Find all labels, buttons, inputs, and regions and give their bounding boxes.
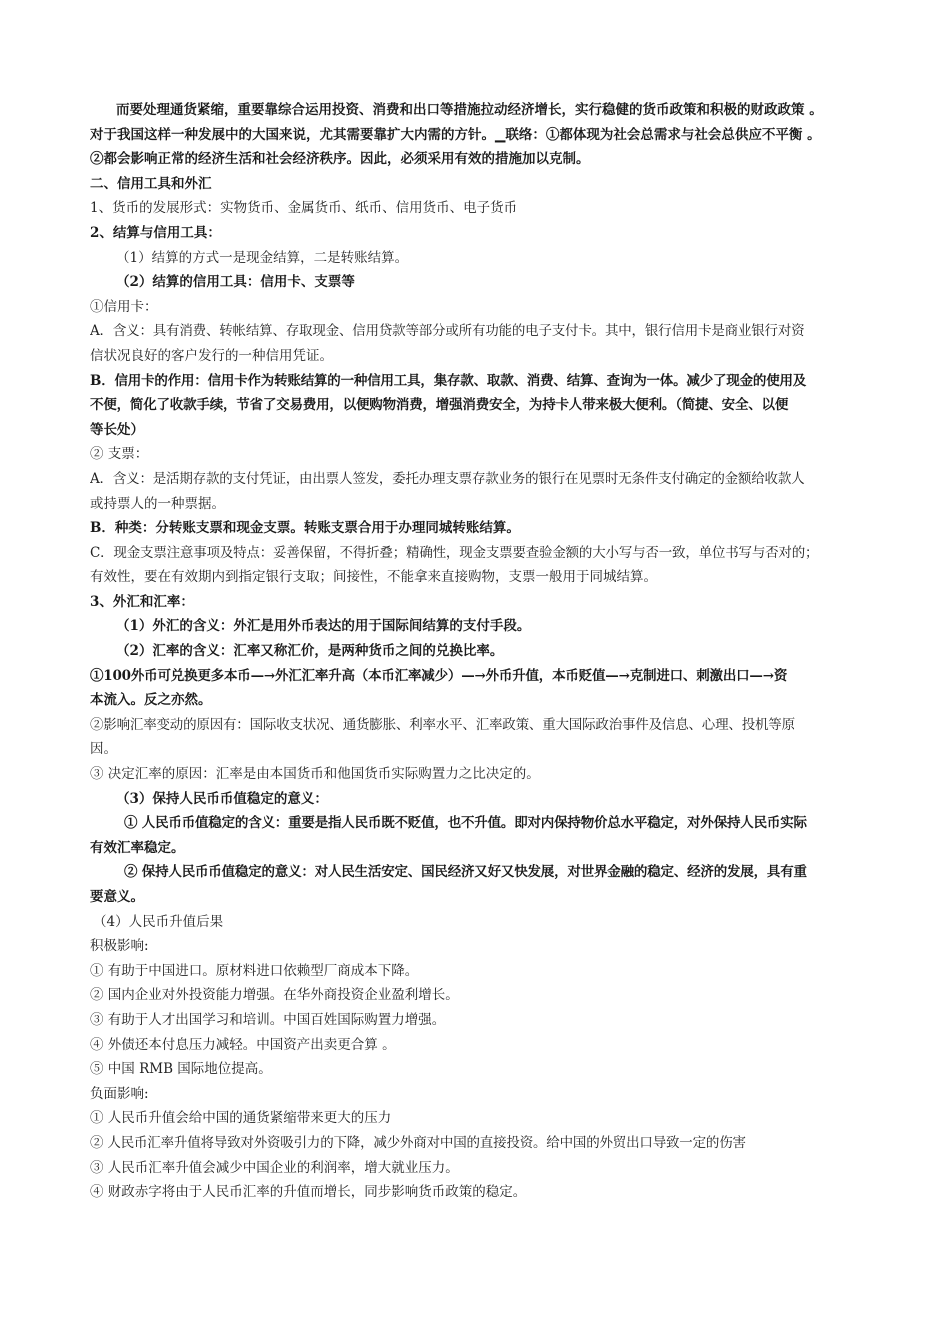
text-line: 负面影响: [90,1085,149,1102]
list-item: ② 国内企业对外投资能力增强。在华外商投资企业盈利增长。 [90,987,459,1004]
text-line: （1）结算的方式一是现金结算，二是转账结算。 [116,249,409,266]
text-line: 1、货币的发展形式：实物货币、金属货币、纸币、信用货币、电子货币 [90,200,518,217]
list-item: ③ 有助于人才出国学习和培训。中国百姓国际购置力增强。 [90,1011,446,1028]
text-line: 或持票人的一种票据。 [90,495,225,512]
text-line: 对于我国这样一种发展中的大国来说，尤其需要靠扩大内需的方针。▁联络：①都体现为社会总需求与社会总供应不平衡 。 [90,126,821,143]
text-line: 本流入。反之亦然。 [90,692,212,709]
subsection-heading: 3、外汇和汇率： [90,593,194,610]
text-line: 有效性，要在有效期内到指定银行支取；间接性，不能拿来直接购物，支票一般用于同城结算。 [90,569,657,586]
text-line: 等长处） [90,421,144,438]
text-line: 不便，简化了收款手续，节省了交易费用，以便购物消费，增强消费安全，为持卡人带来极大便利。（简捷、安全、以便 [90,397,789,414]
text-line: A．含义：是活期存款的支付凭证，由出票人签发，委托办理支票存款业务的银行在见票时无条件支付确定的金额给收款人 [90,470,805,487]
list-item: ③ 人民币汇率升值会减少中国企业的利润率，增大就业压力。 [90,1159,459,1176]
text-line: ③ 决定汇率的原因：汇率是由本国货币和他国货币实际购置力之比决定的。 [90,766,540,783]
text-line: ①100外币可兑换更多本币—→外汇汇率升高（本币汇率减少）—→外币升值，本币贬值—→克制进口、刺激出口—→资 [90,667,788,684]
text-line: ①信用卡： [90,298,158,315]
text-line: （4）人民币升值后果 [93,913,224,930]
text-line: B．种类：分转账支票和现金支票。转账支票合用于办理同城转账结算。 [90,520,520,537]
list-item: ④ 外债还本付息压力减轻。中国资产出卖更合算 。 [90,1036,396,1053]
text-line: （2）汇率的含义：汇率又称汇价，是两种货币之间的兑换比率。 [116,643,504,660]
section-heading: 二、信用工具和外汇 [90,175,212,192]
text-line: ① 人民币币值稳定的含义：重要是指人民币既不贬值，也不升值。即对内保持物价总水平稳定，对外保持人民币实际 [124,815,807,832]
text-line: 有效汇率稳定。 [90,839,185,856]
text-line: 因。 [90,741,117,758]
text-line: ②都会影响正常的经济生活和社会经济秩序。因此，必须采用有效的措施加以克制。 [90,151,590,168]
text-line: ② 保持人民币币值稳定的意义：对人民生活安定、国民经济又好又快发展，对世界金融的稳定、经济的发展，具有重 [124,864,807,881]
subsection-heading: 2、结算与信用工具： [90,224,221,241]
list-item: ⑤ 中国 RMB 国际地位提高。 [90,1061,272,1078]
text-line: （2）结算的信用工具：信用卡、支票等 [116,274,355,291]
text-line: （1）外汇的含义：外汇是用外币表达的用于国际间结算的支付手段。 [116,618,531,635]
text-line: ②影响汇率变动的原因有：国际收支状况、通货膨胀、利率水平、汇率政策、重大国际政治事件及信息、心理、投机等原 [90,716,795,733]
list-item: ① 有助于中国进口。原材料进口依赖型厂商成本下降。 [90,962,419,979]
text-line: 要意义。 [90,889,144,905]
text-line: 信状况良好的客户发行的一种信用凭证。 [90,347,333,364]
list-item: ① 人民币升值会给中国的通货紧缩带来更大的压力 [90,1110,392,1127]
text-line: 积极影响: [90,938,149,955]
text-line: B．信用卡的作用：信用卡作为转账结算的一种信用工具，集存款、取款、消费、结算、查询为一体。减少了现金的使用及 [90,372,807,389]
list-item: ② 人民币汇率升值将导致对外资吸引力的下降，减少外商对中国的直接投资。给中国的外贸出口导致一定的伤害 [90,1134,746,1151]
list-item: ④ 财政赤字将由于人民币汇率的升值而增长，同步影响货币政策的稳定。 [90,1184,527,1201]
document-page [90,98,872,1205]
text-line: A．含义：具有消费、转帐结算、存取现金、信用贷款等部分或所有功能的电子支付卡。其中，银行信用卡是商业银行对资 [90,323,805,340]
text-line: C．现金支票注意事项及特点：妥善保留，不得折叠；精确性，现金支票要查验金额的大小写与否一致，单位书写与否对的； [90,544,819,561]
text-line: ② 支票： [90,446,149,463]
text-line: （3）保持人民币币值稳定的意义： [116,790,328,807]
text-line: 而要处理通货紧缩，重要靠综合运用投资、消费和出口等措施拉动经济增长，实行稳健的货币政策和积极的财政政策 。 [116,102,823,118]
